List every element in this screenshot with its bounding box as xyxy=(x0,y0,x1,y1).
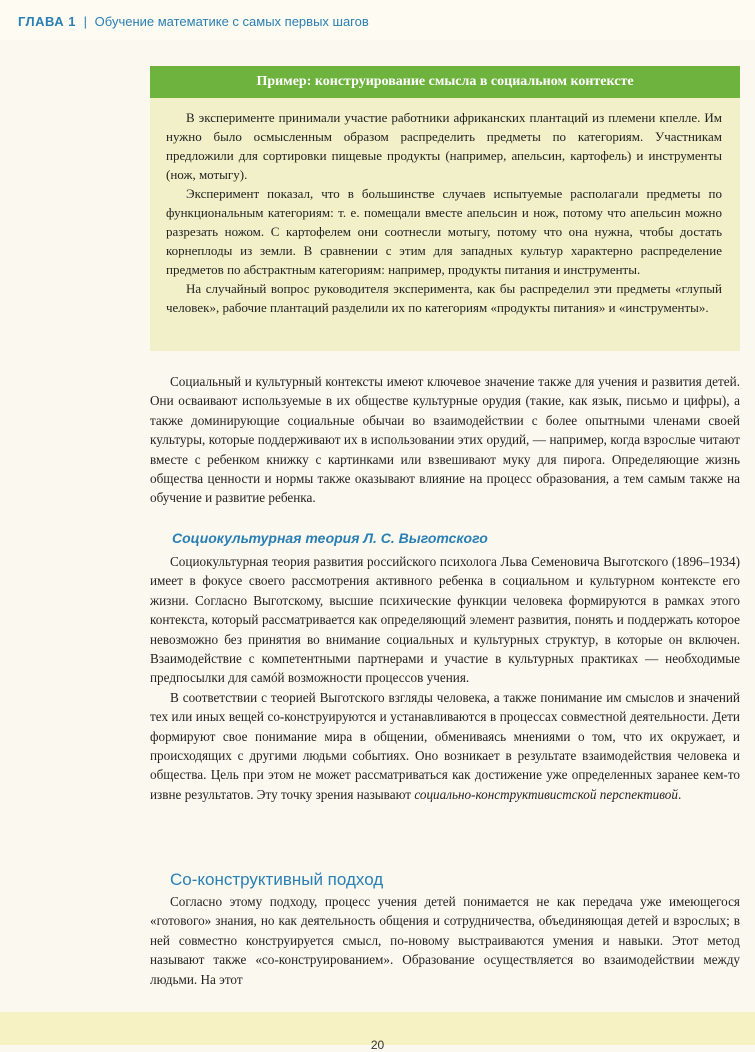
chapter-header xyxy=(18,14,369,29)
example-box-body xyxy=(150,98,740,317)
example-paragraph: На случайный вопрос руководителя эксперимента, как бы распределил эти предметы «глупый человек», рабочие плантаций разделили их по категориям «продукты питания» и «инструменты». xyxy=(166,281,722,315)
chapter-label: ГЛАВА 1 xyxy=(18,14,77,29)
page-number: 20 xyxy=(370,1038,385,1052)
page-footer xyxy=(0,1012,755,1052)
vygotsky-paragraph-2-end: . xyxy=(677,786,682,802)
vygotsky-paragraph-1: Социокультурная теория развития российского психолога Льва Семеновича Выготского (1896–1934) имеет в фокусе своего рассмотрения активного ребенка в социальном и культурном контексте его жизни. Согласно Выготскому, высшие психические функции человека формируются в рамках этого контекста, который рассматривается как определяющий элемент развития, понять и поддержать которое невозможно без принятия во внимание социальных и культурных структур, в которые он включен. Взаимодействие с компетентными партнерами и участие в культурных практиках — необходимые предпосылки для самóй возможности процессов учения. xyxy=(150,554,740,686)
example-paragraph: В эксперименте принимали участие работники африканских плантаций из племени кпелле. Им нужно было осмысленным образом распределить предметы по категориям. Участникам предложили для сортировки пищевые продукты (например, апельсин, картофель) и инструменты (нож, мотыгу). xyxy=(166,110,722,182)
running-header xyxy=(0,0,755,40)
vygotsky-section xyxy=(150,552,740,804)
vygotsky-paragraph-2-text: В соответствии с теорией Выготского взгляды человека, а также понимание им смыслов и значений тех или иных вещей со-конструируются и устанавливаются в процессах совместной деятельности. Дети формируют свое понимание мира в общении, обмениваясь мнениями о том, что их окружает, и происходящих с другими людьми событиях. Оно возникает в результате взаимодействия человека и общества. Цель при этом не может рассматриваться как достижение уже определенных заранее кем-то извне результатов. Эту точку зрения называют xyxy=(150,689,740,802)
example-box-title: Пример: конструирование смысла в социальном контексте xyxy=(150,66,740,98)
vygotsky-heading: Социокультурная теория Л. С. Выготского xyxy=(172,530,488,546)
example-box xyxy=(150,66,740,351)
vygotsky-paragraph-2 xyxy=(150,688,740,804)
header-separator: | xyxy=(83,14,88,29)
chapter-title: Обучение математике с самых первых шагов xyxy=(94,14,369,29)
example-paragraph: Эксперимент показал, что в большинстве случаев испытуемые располагали предметы по функциональным категориям: т. е. помещали вместе апельсин и нож, потому что апельсин можно разрезать ножом. С картофелем они соотнесли мотыгу, потому что она нужна, чтобы достать корнеплоды из земли. В сравнении с этим для западных культур характерно распределение предметов по абстрактным категориям: например, продукты питания и инструменты. xyxy=(166,186,722,277)
coconstructive-section xyxy=(150,892,740,989)
coconstructive-paragraph: Согласно этому подходу, процесс учения детей понимается не как передача уже имеющегося «готового» знания, но как деятельность общения и сотрудничества, объединяющая детей и взрослых; в ней совместно конструируется смысл, по-новому выстраиваются умения и навыки. Этот метод называют также «со-конструированием». Образование осуществляется во взаимодействии между людьми. На этот xyxy=(150,894,740,987)
intro-paragraph: Социальный и культурный контексты имеют ключевое значение также для учения и развития детей. Они осваивают используемые в их обществе культурные орудия (такие, как язык, письмо и цифры), а также доминирующие социальные обычаи во взаимодействии с более опытными членами своей культуры, которые поддерживают их в использовании этих орудий, — например, когда взрослые читают вместе с ребенком книжку с картинками или взвешивают муку для пирога. Определяющие жизнь общества ценности и нормы также оказывают влияние на процесс образования, а тем самым также на обучение и развитие ребенка. xyxy=(150,374,740,506)
intro-section xyxy=(150,372,740,508)
coconstructive-heading: Со-конструктивный подход xyxy=(170,870,384,889)
social-constructivist-term: социально-конструктивистской перспективой xyxy=(414,786,678,802)
